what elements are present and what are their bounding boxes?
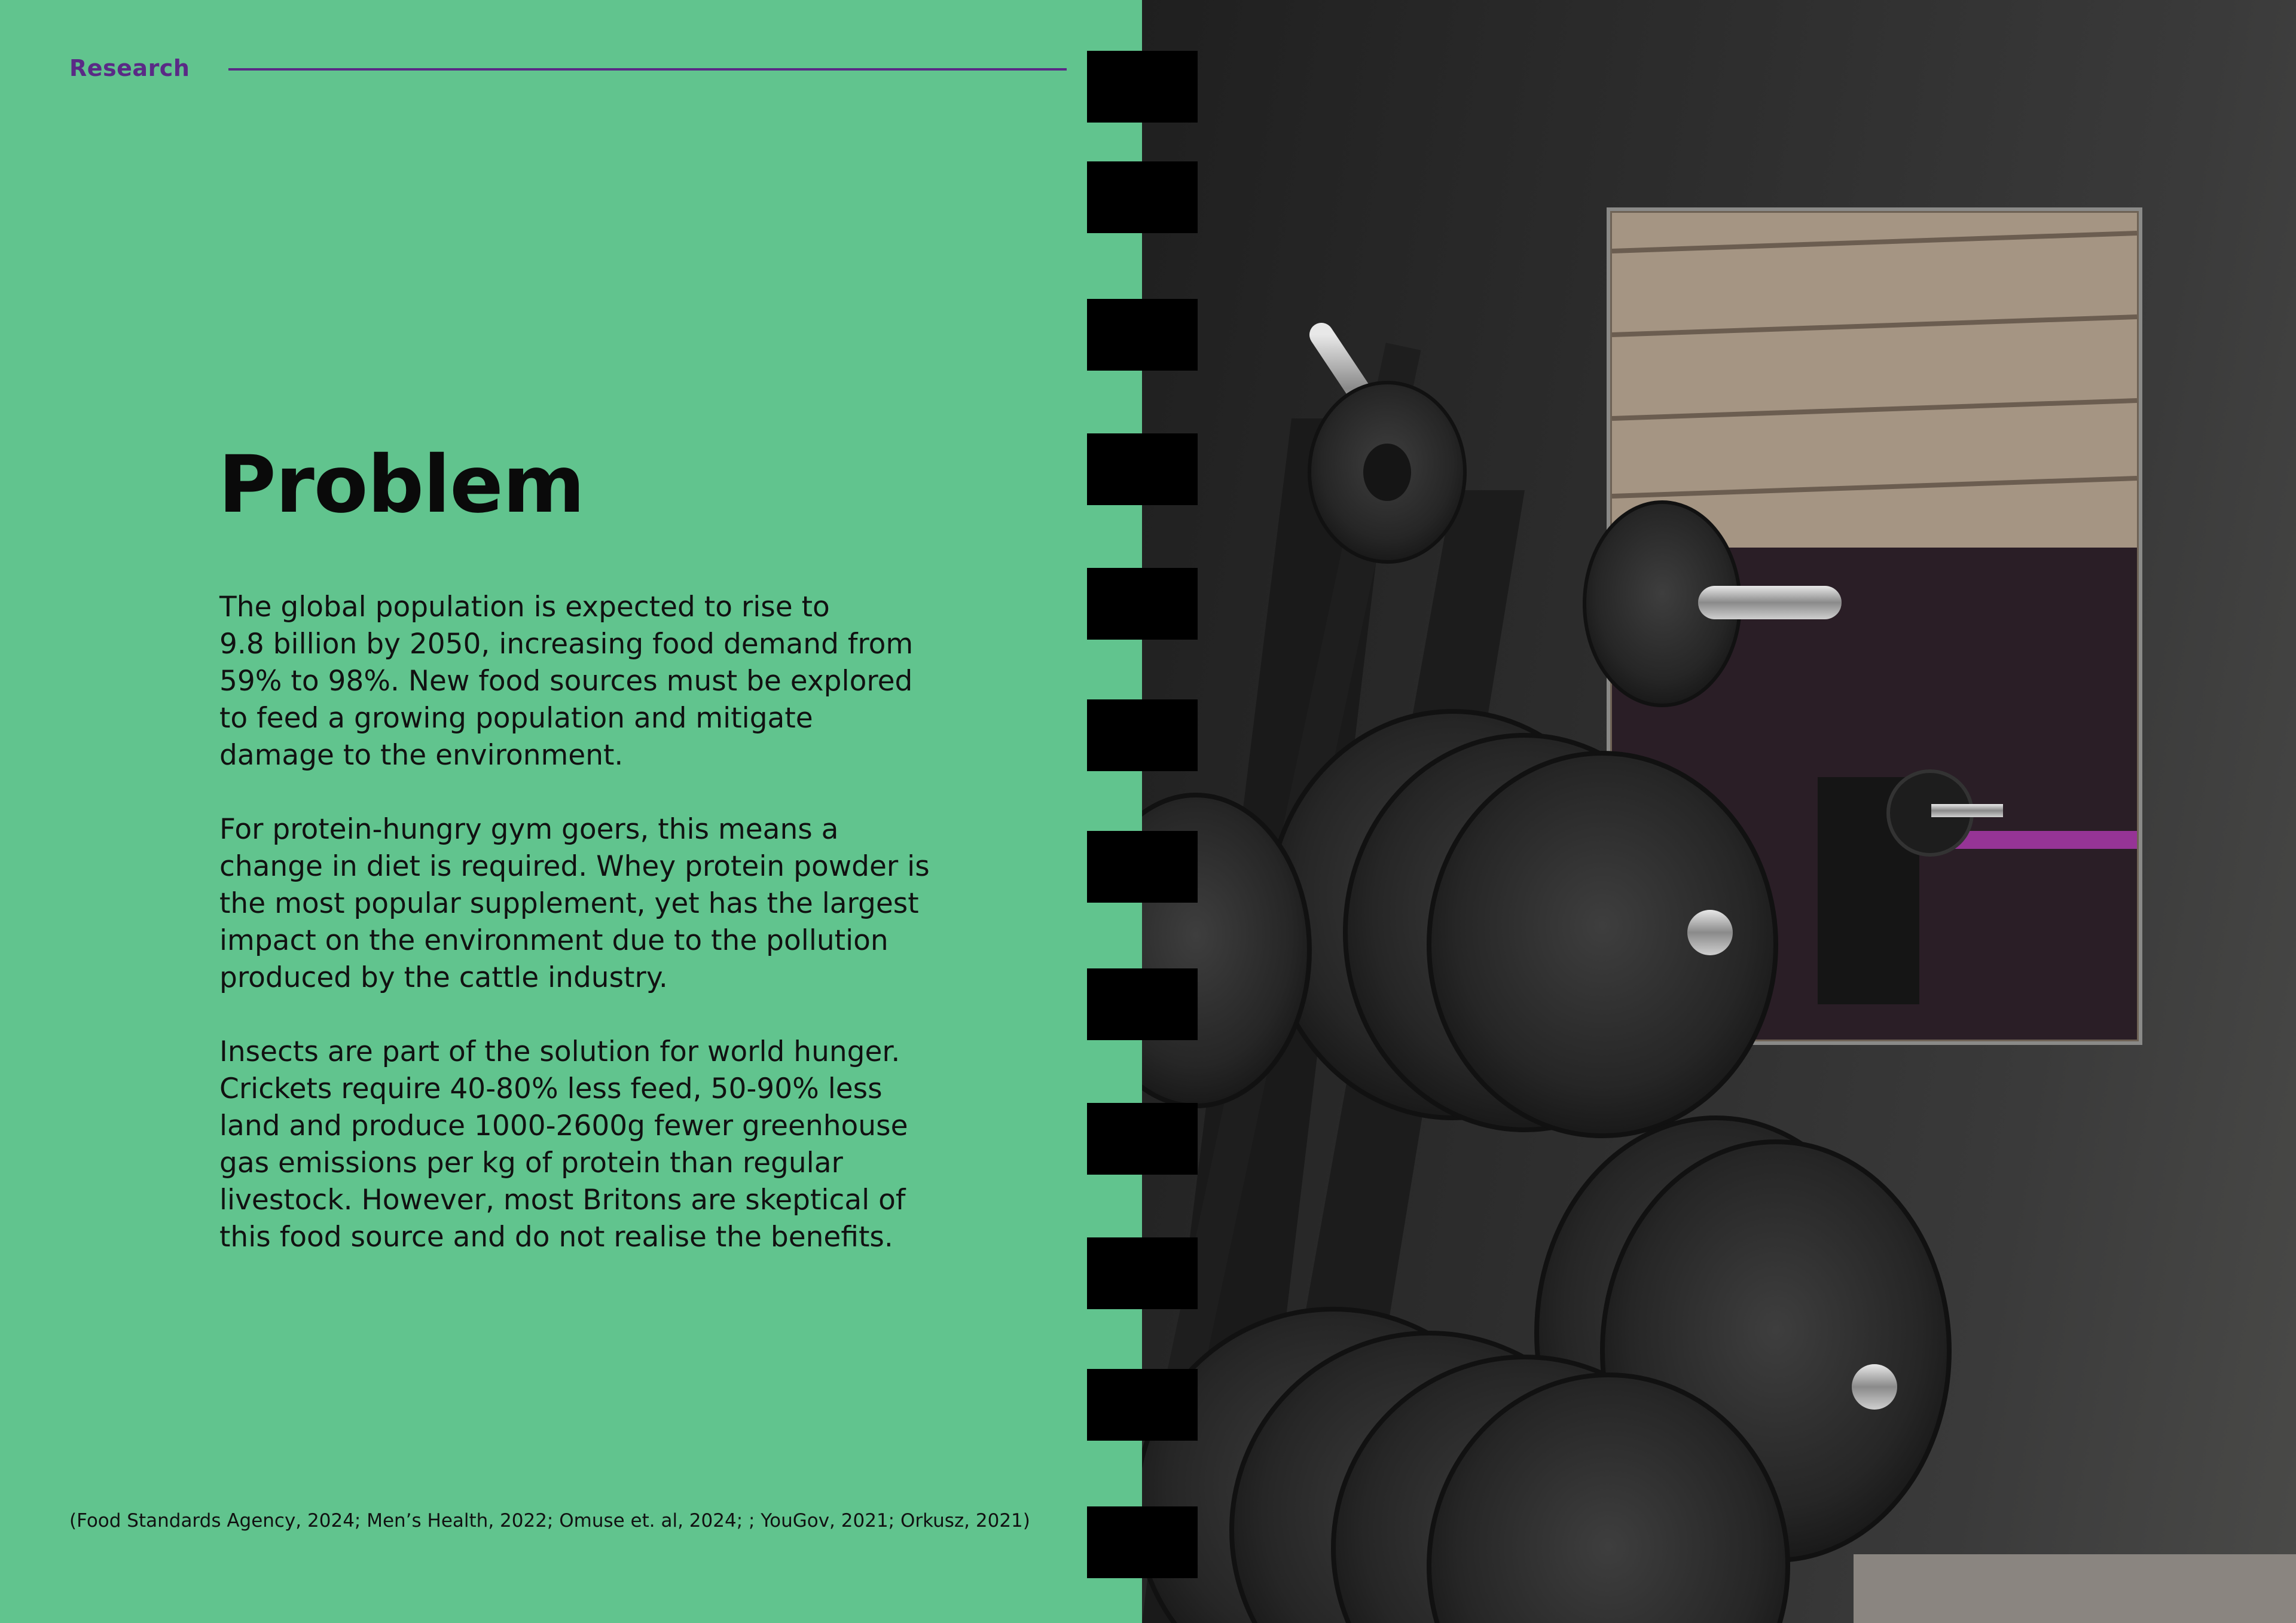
page-title: Problem xyxy=(218,439,585,531)
paragraph-population: The global population is expected to rise to 9.8 billion by 2050, increasing food demand from 59% to 98%. New food sources must be explored to feed a growing population and mitigate damage to the environment. xyxy=(219,591,914,772)
section-label: Research xyxy=(69,55,190,81)
photo-illustration xyxy=(1142,0,2296,1623)
paragraph-protein: For protein-hungry gym goers, this means a change in diet is required. Whey protein powder is the most popular supplement, yet has the largest impact on the environment due to the pollution produced by the cattle industry. xyxy=(219,813,930,994)
paragraph-insects: Insects are part of the solution for world hunger. Crickets require 40-80% less feed, 50-90% less land and produce 1000-2600g fewer greenhouse gas emissions per kg of protein than regular livestock. However, most Britons are skeptical of this food source and do not realise the benefits. xyxy=(219,1035,908,1254)
citation: (Food Standards Agency, 2024; Men’s Health, 2022; Omuse et. al, 2024; ; YouGov, 2021; Orkusz, 2021) xyxy=(69,1510,1030,1532)
gym-weights-photo xyxy=(1142,0,2296,1623)
